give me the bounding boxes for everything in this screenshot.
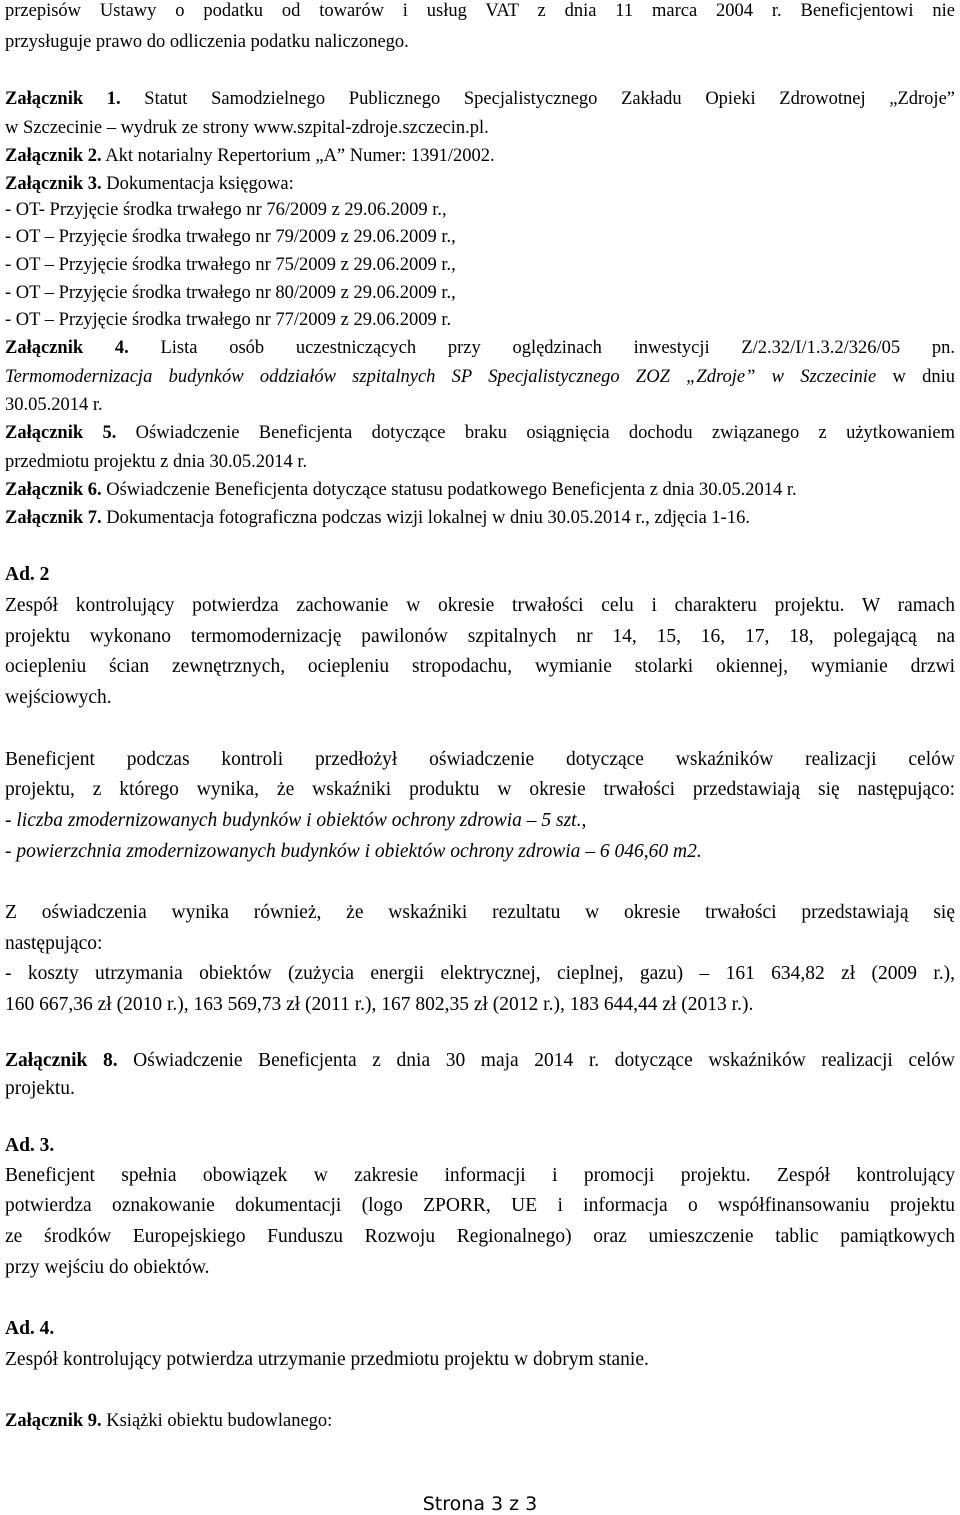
attachment-2-label: Załącznik 2.	[5, 146, 102, 166]
indicator-item: - powierzchnia zmodernizowanych budynków i obiektów ochrony zdrowia – 6 046,60 m2.	[5, 841, 702, 862]
attachment-7: Załącznik 7. Dokumentacja fotograficzna podczas wizji lokalnej w dniu 30.05.2014 r., zdjęcia 1-16.	[5, 508, 750, 528]
ad-3-line: potwierdza oznakowanie dokumentacji (logo ZPORR, UE i informacja o współfinansowaniu projektu	[5, 1195, 955, 1216]
ad-2-paragraph-2-line: projektu, z którego wynika, że wskaźniki produktu w okresie trwałości przedstawiają się następująco:	[5, 779, 955, 800]
page-number: Strona 3 z 3	[422, 1493, 538, 1515]
attachment-3-label: Załącznik 3.	[5, 174, 102, 194]
attachment-6: Załącznik 6. Oświadczenie Beneficjenta dotyczące statusu podatkowego Beneficjenta z dnia 30.05.2014 r.	[5, 480, 797, 500]
section-heading-ad-3: Ad. 3.	[5, 1135, 55, 1156]
attachment-9: Załącznik 9. Książki obiektu budowlanego:	[5, 1411, 333, 1431]
attachment-3-item: - OT – Przyjęcie środka trwałego nr 75/2009 z 29.06.2009 r.,	[5, 255, 456, 275]
intro-line-2: przysługuje prawo do odliczenia podatku naliczonego.	[5, 32, 409, 52]
indicator-item: - liczba zmodernizowanych budynków i obiektów ochrony zdrowia – 5 szt.,	[5, 810, 587, 831]
attachment-4-line-2: Termomodernizacja budynków oddziałów szpitalnych SP Specjalistycznego ZOZ „Zdroje” w Szczecinie w dniu	[5, 367, 956, 387]
ad-3-line: przy wejściu do obiektów.	[5, 1257, 210, 1278]
attachment-8-line-2: projektu.	[5, 1078, 75, 1099]
attachment-4-label: Załącznik 4.	[5, 338, 129, 358]
attachment-5-line-1: Załącznik 5. Oświadczenie Beneficjenta dotyczące braku osiągnięcia dochodu związanego z użytkowaniem	[5, 423, 956, 443]
ad-2-paragraph-3-line: 160 667,36 zł (2010 r.), 163 569,73 zł (2011 r.), 167 802,35 zł (2012 r.), 183 644,44 zł (2013 r.).	[5, 994, 754, 1015]
attachment-3-item: - OT – Przyjęcie środka trwałego nr 77/2009 z 29.06.2009 r.	[5, 310, 452, 330]
attachment-3: Załącznik 3. Dokumentacja księgowa:	[5, 174, 294, 194]
ad-2-paragraph-3-line: - koszty utrzymania obiektów (zużycia energii elektrycznej, cieplnej, gazu) – 161 634,82 zł (2009 r.),	[5, 963, 955, 984]
attachment-8-line-1: Załącznik 8. Oświadczenie Beneficjenta z dnia 30 maja 2014 r. dotyczące wskaźników realizacji celów	[5, 1050, 956, 1071]
ad-2-paragraph-1-line: projektu wykonano termomodernizację pawilonów szpitalnych nr 14, 15, 16, 17, 18, polegającą na	[5, 626, 955, 647]
ad-4-line: Zespół kontrolujący potwierdza utrzymanie przedmiotu projektu w dobrym stanie.	[5, 1349, 649, 1370]
ad-2-paragraph-1-line: Zespół kontrolujący potwierdza zachowanie w okresie trwałości celu i charakteru projektu. W ramach	[5, 595, 955, 616]
attachment-1-label: Załącznik 1.	[5, 89, 121, 109]
attachment-4-line-3: 30.05.2014 r.	[5, 395, 103, 415]
intro-line-1: przepisów Ustawy o podatku od towarów i usług VAT z dnia 11 marca 2004 r. Beneficjentowi nie	[5, 1, 955, 21]
attachment-2: Załącznik 2. Akt notarialny Repertorium „A” Numer: 1391/2002.	[5, 146, 495, 166]
ad-2-paragraph-1-line: ociepleniu ścian zewnętrznych, ociepleniu stropodachu, wymianie stolarki okiennej, wymianie drzwi	[5, 656, 955, 677]
ad-2-paragraph-3-line: Z oświadczenia wynika również, że wskaźniki rezultatu w okresie trwałości przedstawiają się	[5, 902, 955, 923]
attachment-7-label: Załącznik 7.	[5, 508, 102, 528]
attachment-5-line-2: przedmiotu projektu z dnia 30.05.2014 r.	[5, 452, 308, 472]
attachment-1-line-2: w Szczecinie – wydruk ze strony www.szpital-zdroje.szczecin.pl.	[5, 118, 489, 138]
ad-3-line: Beneficjent spełnia obowiązek w zakresie informacji i promocji projektu. Zespół kontrolujący	[5, 1165, 955, 1186]
ad-3-line: ze środków Europejskiego Funduszu Rozwoju Regionalnego) oraz umieszczenie tablic pamiątkowych	[5, 1226, 955, 1247]
attachment-3-item: - OT – Przyjęcie środka trwałego nr 80/2009 z 29.06.2009 r.,	[5, 283, 456, 303]
attachment-3-item: - OT- Przyjęcie środka trwałego nr 76/2009 z 29.06.2009 r.,	[5, 200, 447, 220]
ad-2-paragraph-1-line: wejściowych.	[5, 687, 112, 708]
attachment-3-item: - OT – Przyjęcie środka trwałego nr 79/2009 z 29.06.2009 r.,	[5, 227, 456, 247]
attachment-8-label: Załącznik 8.	[5, 1050, 118, 1071]
ad-2-paragraph-3-line: następująco:	[5, 933, 103, 954]
attachment-1-line-1: Załącznik 1. Statut Samodzielnego Publicznego Specjalistycznego Zakładu Opieki Zdrowotnej „Zdroje”	[5, 89, 955, 109]
section-heading-ad-4: Ad. 4.	[5, 1318, 55, 1339]
attachment-5-label: Załącznik 5.	[5, 423, 117, 443]
ad-2-paragraph-2-line: Beneficjent podczas kontroli przedłożył oświadczenie dotyczące wskaźników realizacji celów	[5, 749, 955, 770]
attachment-4-line-1: Załącznik 4. Lista osób uczestniczących przy oględzinach inwestycji Z/2.32/I/1.3.2/326/05 pn.	[5, 338, 956, 358]
section-heading-ad-2: Ad. 2	[5, 564, 50, 585]
attachment-9-label: Załącznik 9.	[5, 1411, 102, 1431]
attachment-6-label: Załącznik 6.	[5, 480, 102, 500]
